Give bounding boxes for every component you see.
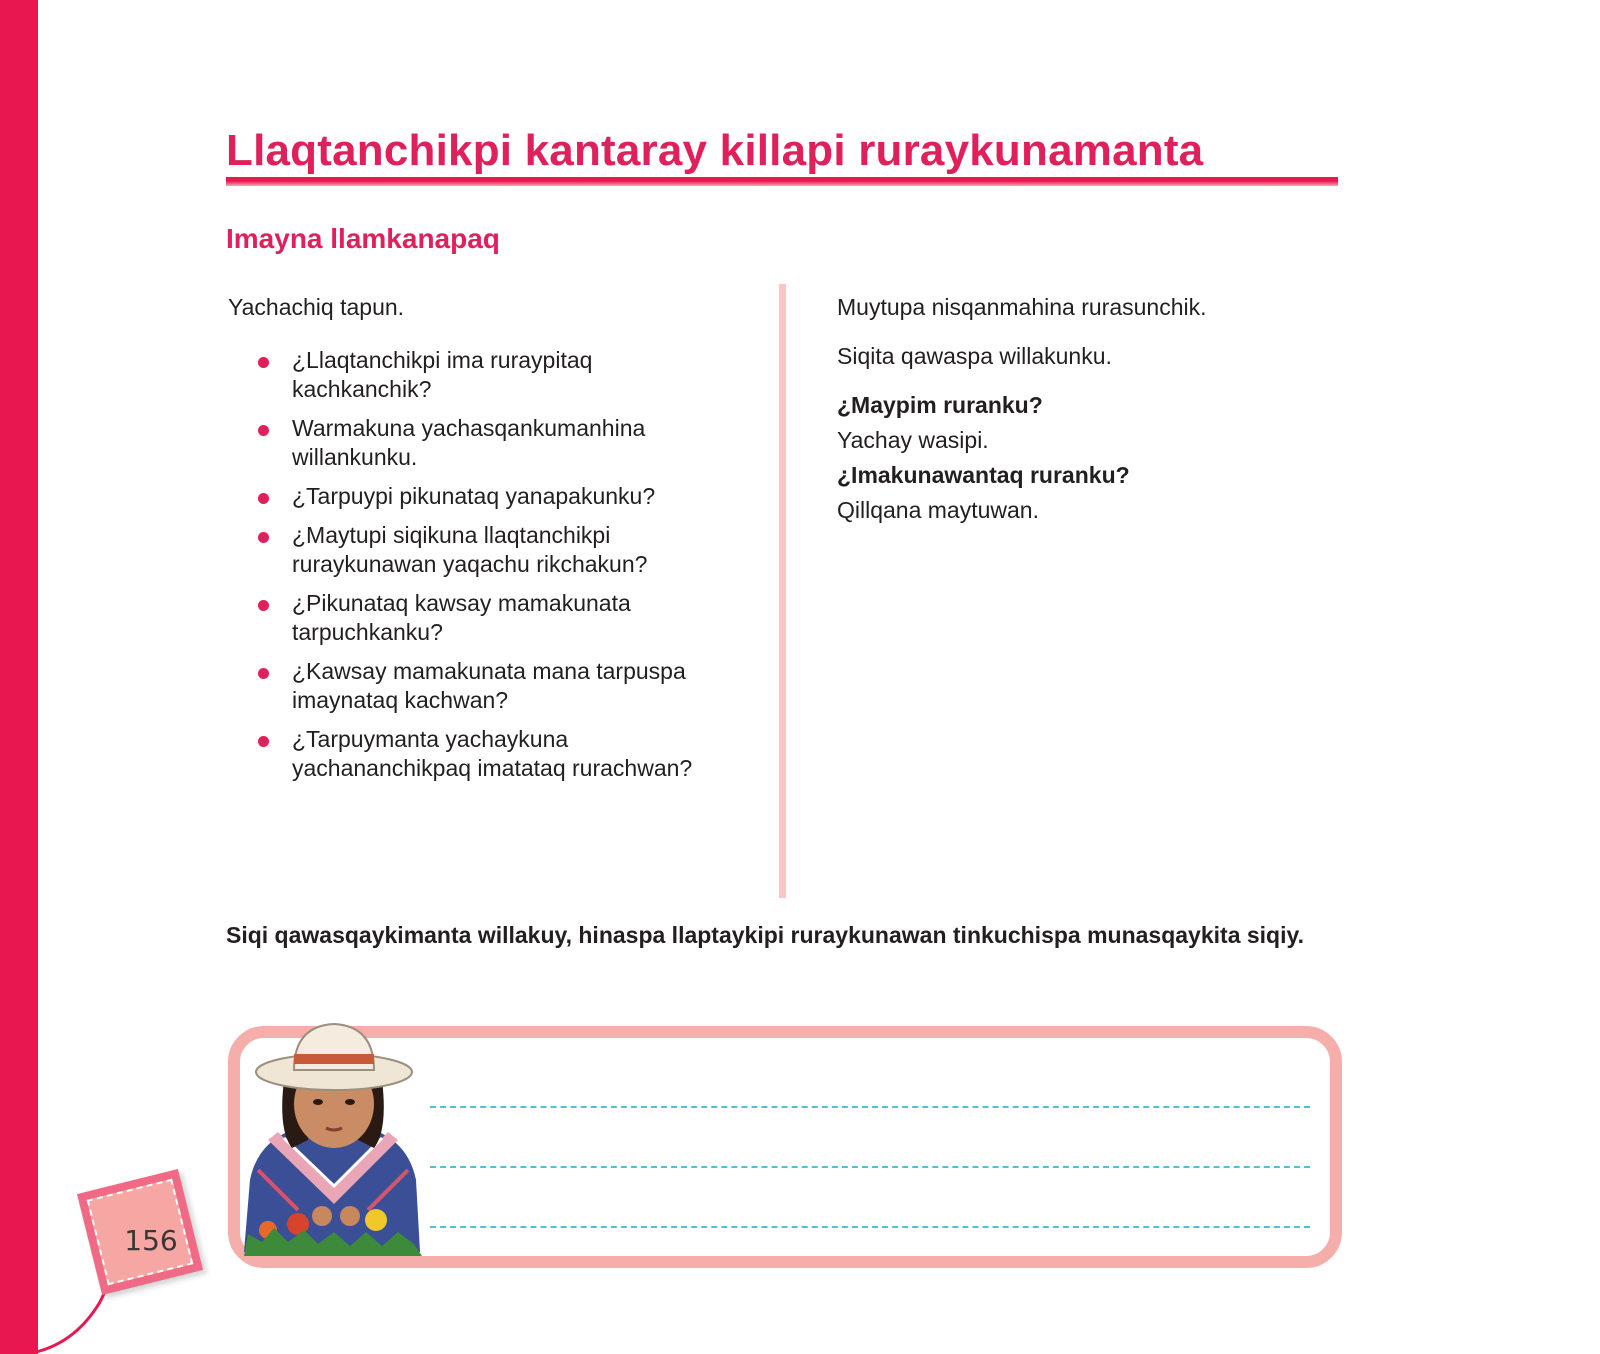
bullet-icon xyxy=(258,425,269,436)
left-lead-text: Yachachiq tapun. xyxy=(228,294,405,320)
list-item-text: ¿Tarpuypi pikunataq yanapakunku? xyxy=(292,483,656,509)
page-title: Llaqtanchikpi kantaray killapi ruraykunamanta xyxy=(226,126,1204,175)
girl-with-hat-illustration xyxy=(238,1020,428,1256)
title-underline xyxy=(226,177,1338,186)
left-color-band xyxy=(0,0,38,1354)
question-2: ¿Imakunawantaq ruranku? xyxy=(837,462,1130,488)
writing-line[interactable] xyxy=(430,1166,1310,1168)
answer-2: Qillqana maytuwan. xyxy=(837,497,1039,523)
right-column xyxy=(837,293,1357,525)
column-divider xyxy=(779,284,786,898)
bullet-icon xyxy=(258,357,269,368)
kite-string xyxy=(36,1282,136,1354)
list-item xyxy=(256,414,736,472)
list-item-text: ¿Pikunataq kawsay mamakunata tarpuchkanku? xyxy=(292,590,631,645)
list-item-text: ¿Tarpuymanta yachaykuna yachananchikpaq imatataq rurachwan? xyxy=(292,726,693,781)
list-item-text: ¿Llaqtanchikpi ima ruraypitaq kachkanchik? xyxy=(292,347,593,402)
bullet-icon xyxy=(258,532,269,543)
bullet-icon xyxy=(258,493,269,504)
list-item xyxy=(256,482,736,511)
right-line-1: Muytupa nisqanmahina rurasunchik. xyxy=(837,294,1207,320)
list-item-text: ¿Maytupi siqikuna llaqtanchikpi ruraykunawan yaqachu rikchakun? xyxy=(292,522,648,577)
question-1: ¿Maypim ruranku? xyxy=(837,392,1043,418)
list-item-text: ¿Kawsay mamakunata mana tarpuspa imaynataq kachwan? xyxy=(292,658,686,713)
right-line-2: Siqita qawaspa willakunku. xyxy=(837,343,1112,369)
writing-line[interactable] xyxy=(430,1226,1310,1228)
writing-line[interactable] xyxy=(430,1106,1310,1108)
list-item xyxy=(256,346,736,404)
bullet-icon xyxy=(258,668,269,679)
list-item xyxy=(256,521,736,579)
section-subtitle: Imayna llamkanapaq xyxy=(226,223,500,254)
answer-1: Yachay wasipi. xyxy=(837,427,989,453)
list-item xyxy=(256,725,736,783)
list-item xyxy=(256,589,736,647)
bullet-icon xyxy=(258,736,269,747)
instruction-text: Siqi qawasqaykimanta willakuy, hinaspa llaptaykipi ruraykunawan tinkuchispa munasqaykita siqiy. xyxy=(226,922,1304,948)
list-item-text: Warmakuna yachasqankumanhina willankunku. xyxy=(292,415,646,470)
bullet-icon xyxy=(258,600,269,611)
page-number: 156 xyxy=(124,1224,178,1257)
list-item xyxy=(256,657,736,715)
question-list xyxy=(256,346,736,793)
